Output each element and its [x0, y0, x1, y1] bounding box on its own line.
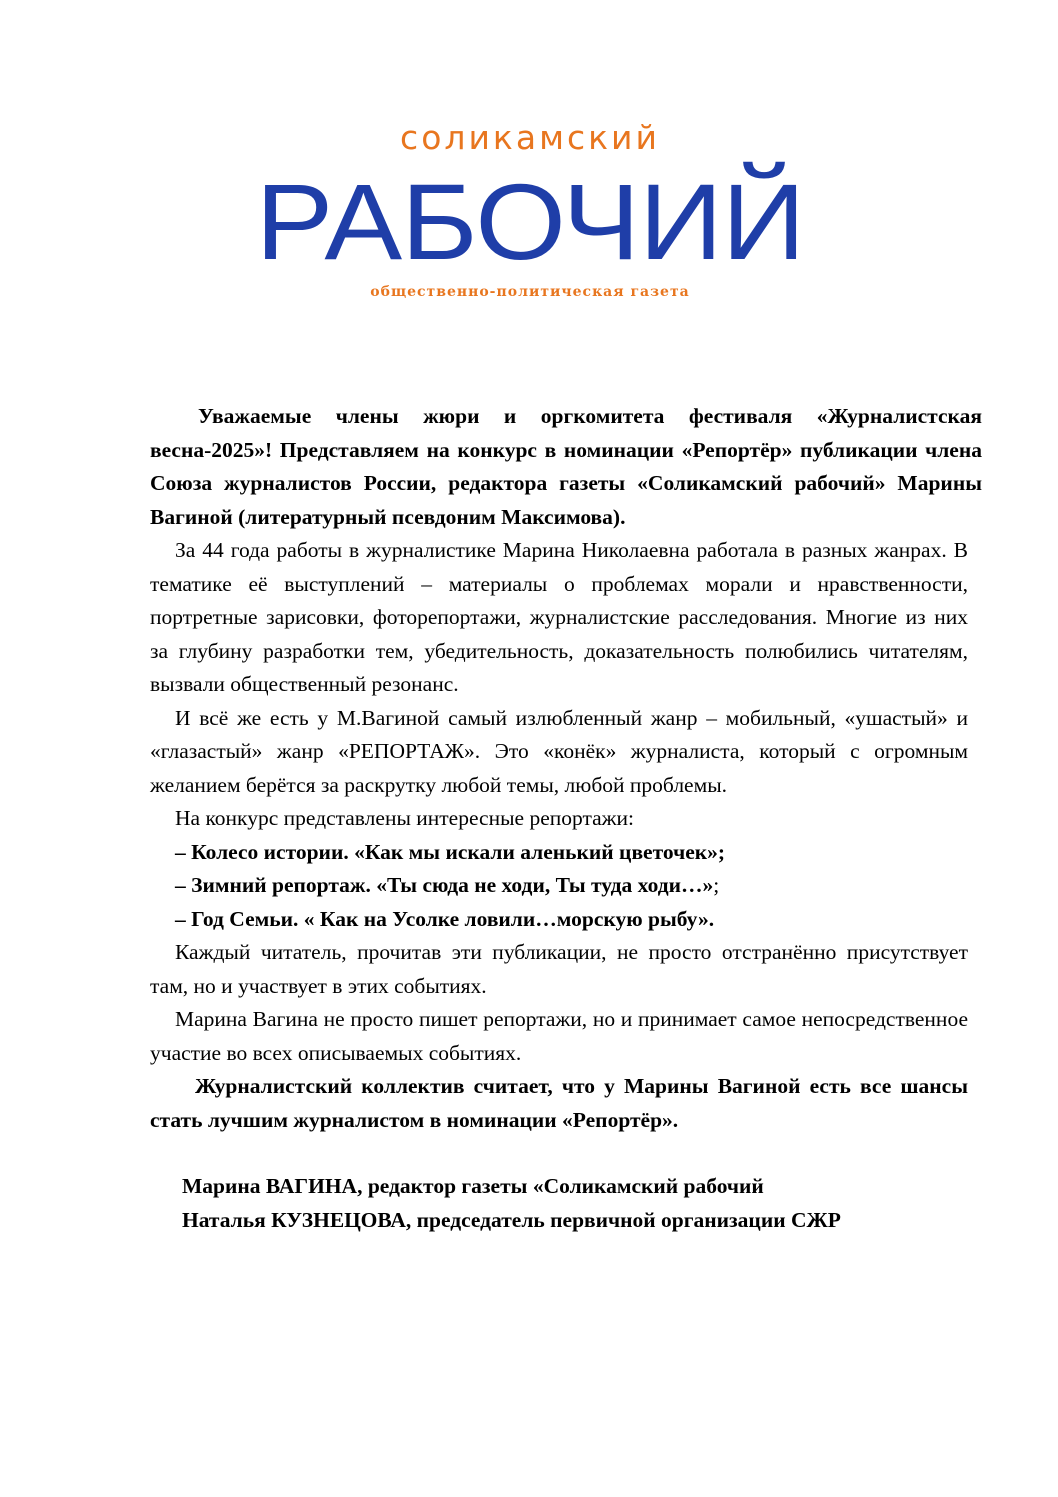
spacer: [150, 1137, 982, 1170]
body-paragraph-3: Каждый читатель, прочитав эти публикации, не просто отстранённо присутствует там, но и участвует в этих событиях.: [150, 940, 968, 998]
closing-paragraph: Журналистский коллектив считает, что у Марины Вагиной есть все шансы стать лучшим журналистом в номинации «Репортёр».: [150, 1074, 968, 1132]
list-item-text: – Колесо истории. «Как мы искали аленький цветочек»;: [175, 839, 726, 864]
list-item-text: – Год Семьи. « Как на Усолке ловили…морскую рыбу».: [175, 906, 715, 931]
intro-paragraph: Уважаемые члены жюри и оргкомитета фестиваля «Журналистская весна-2025»! Представляем на конкурс в номинации «Репортёр» публикации члена Союза журналистов России, редактора газеты «Соликамский рабочий» Марины Вагиной (литературный псевдоним Максимова).: [150, 404, 982, 529]
list-item: [150, 836, 982, 870]
signature-line: Марина ВАГИНА, редактор газеты «Соликамский рабочий: [182, 1174, 764, 1198]
logo-subtitle: общественно-политическая газета: [370, 284, 690, 300]
list-item-tail: ;: [713, 873, 720, 897]
body-paragraph-2: И всё же есть у М.Вагиной самый излюбленный жанр – мобильный, «ушастый» и «глазастый» жанр «РЕПОРТАЖ». Это «конёк» журналиста, который с огромным желанием берётся за раскрутку любой темы, любой проблемы.: [150, 705, 968, 797]
newspaper-logo: [150, 110, 910, 310]
list-intro: На конкурс представлены интересные репортажи:: [175, 806, 635, 830]
signature-line: Наталья КУЗНЕЦОВА, председатель первичной организации СЖР: [182, 1207, 841, 1232]
body-paragraph-4: Марина Вагина не просто пишет репортажи, но и принимает самое непосредственное участие во всех описываемых событиях.: [150, 1007, 968, 1065]
body-paragraph-1: За 44 года работы в журналистике Марина Николаевна работала в разных жанрах. В тематике её выступлений – материалы о проблемах морали и нравственности, портретные зарисовки, фоторепортажи, журналистские расследования. Многие из них за глубину разработки тем, убедительность, доказательность полюбились читателям, вызвали общественный резонанс.: [150, 538, 968, 696]
list-item: [150, 869, 982, 903]
list-item: [150, 903, 982, 937]
logo-main-word: РАБОЧИЙ: [255, 161, 805, 282]
letter-body: [150, 400, 982, 1237]
logo-top-word: соликамский: [400, 118, 660, 157]
list-item-text: – Зимний репортаж. «Ты сюда не ходи, Ты туда ходи…»: [175, 873, 714, 897]
